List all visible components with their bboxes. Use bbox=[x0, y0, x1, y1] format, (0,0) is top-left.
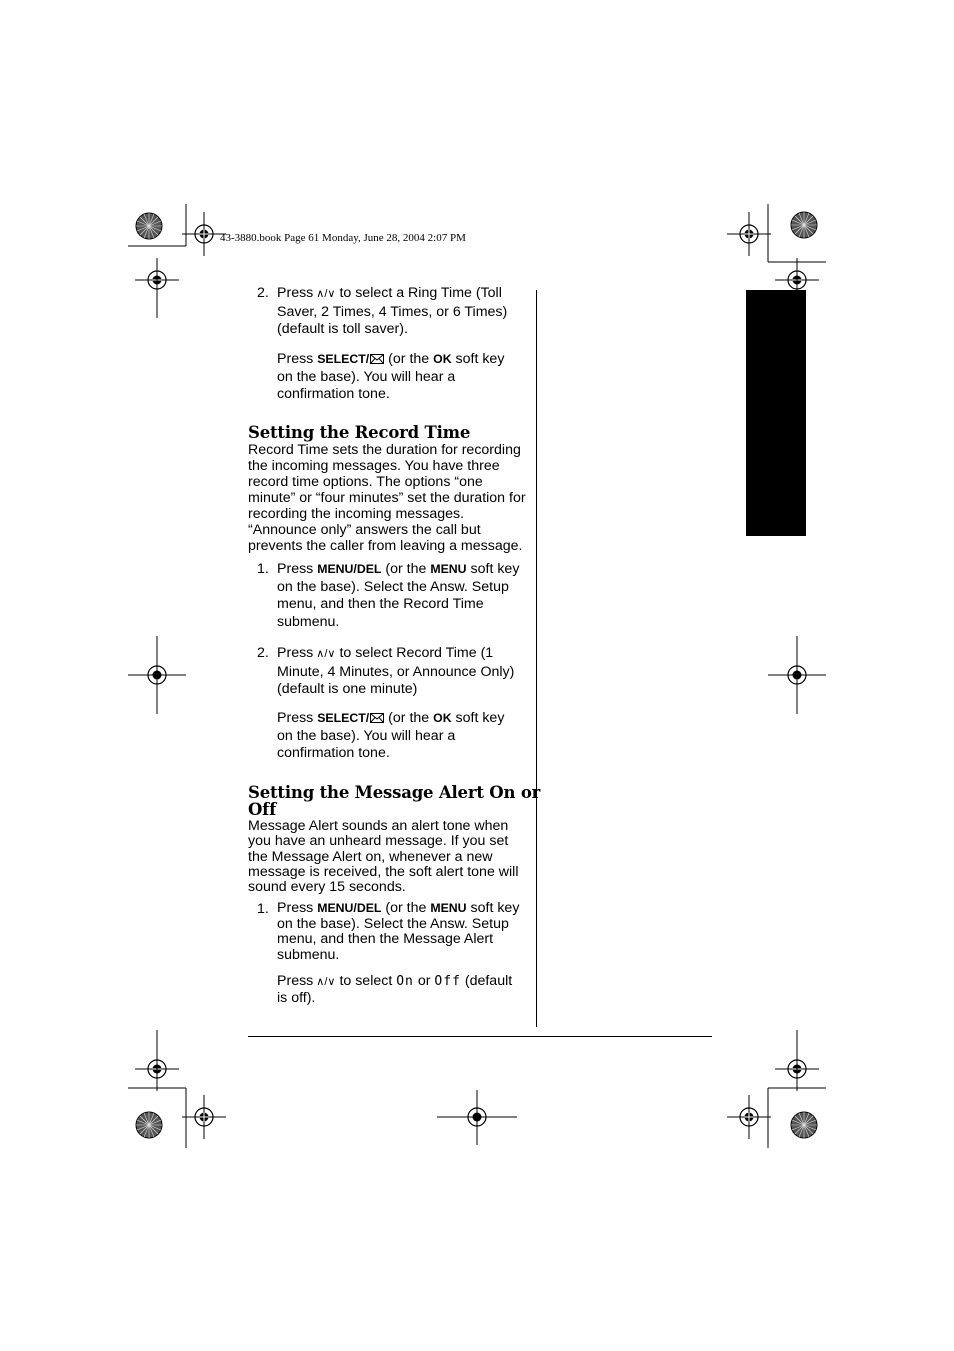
record-time-intro: Record Time sets the duration for recording the incoming messages. You have three record time options. The options “one minute” or “four minutes” set the duration for recording the incoming messages. “Announce only” answers the call but prevents the caller from leaving a message. bbox=[248, 442, 526, 554]
lcd-on: On bbox=[396, 974, 414, 989]
up-down-arrows-icon: ∧/∨ bbox=[316, 976, 336, 988]
star-mark-bottom-right bbox=[791, 1112, 817, 1138]
ring-time-step-2: Press ∧/∨ to select a Ring Time (Toll Saver, 2 Times, 4 Times, or 6 Times) (default is toll saver). bbox=[277, 285, 508, 337]
lcd-off: Off bbox=[434, 974, 461, 989]
step-number: 1. bbox=[257, 561, 269, 577]
message-alert-select: Press ∧/∨ to select On or Off (default is off). bbox=[277, 973, 513, 1006]
star-mark-bottom-left bbox=[136, 1112, 162, 1138]
envelope-icon bbox=[370, 713, 384, 723]
step-number: 1. bbox=[257, 901, 269, 917]
message-alert-intro: Message Alert sounds an alert tone when you have an unheard message. If you set the Message Alert on, whenever a new message is received, the soft alert tone will sound every 15 seconds. bbox=[248, 818, 519, 896]
ring-time-confirm: Press SELECT/ (or the OK soft key on the base). You will hear a confirmation tone. bbox=[277, 351, 505, 402]
step-number: 2. bbox=[257, 285, 269, 301]
registration-mark bbox=[727, 212, 771, 256]
registration-mark bbox=[182, 1095, 226, 1139]
envelope-icon bbox=[370, 354, 384, 364]
section-tab bbox=[746, 290, 806, 536]
print-info-header: 43-3880.book Page 61 Monday, June 28, 2004 2:07 PM bbox=[220, 232, 466, 244]
section-heading-record-time: Setting the Record Time bbox=[248, 423, 471, 442]
record-time-step-1: Press MENU/DEL (or the MENU soft key on the base). Select the Answ. Setup menu, and then the Record Time submenu. bbox=[277, 561, 520, 630]
star-mark-top-right bbox=[791, 212, 817, 238]
step-number: 2. bbox=[257, 645, 269, 661]
record-time-step-2: Press ∧/∨ to select Record Time (1 Minute, 4 Minutes, or Announce Only) (default is one minute) bbox=[277, 645, 515, 697]
record-time-confirm: Press SELECT/ (or the OK soft key on the base). You will hear a confirmation tone. bbox=[277, 710, 505, 761]
message-alert-step-1: Press MENU/DEL (or the MENU soft key on the base). Select the Answ. Setup menu, and then the Message Alert submenu. bbox=[277, 900, 520, 963]
section-heading-message-alert: Setting the Message Alert On or Off bbox=[248, 783, 541, 819]
star-mark-top-left bbox=[136, 213, 162, 239]
registration-mark bbox=[727, 1095, 771, 1139]
up-down-arrows-icon: ∧/∨ bbox=[316, 288, 336, 300]
footer-rule bbox=[248, 1036, 712, 1037]
up-down-arrows-icon: ∧/∨ bbox=[316, 648, 336, 660]
